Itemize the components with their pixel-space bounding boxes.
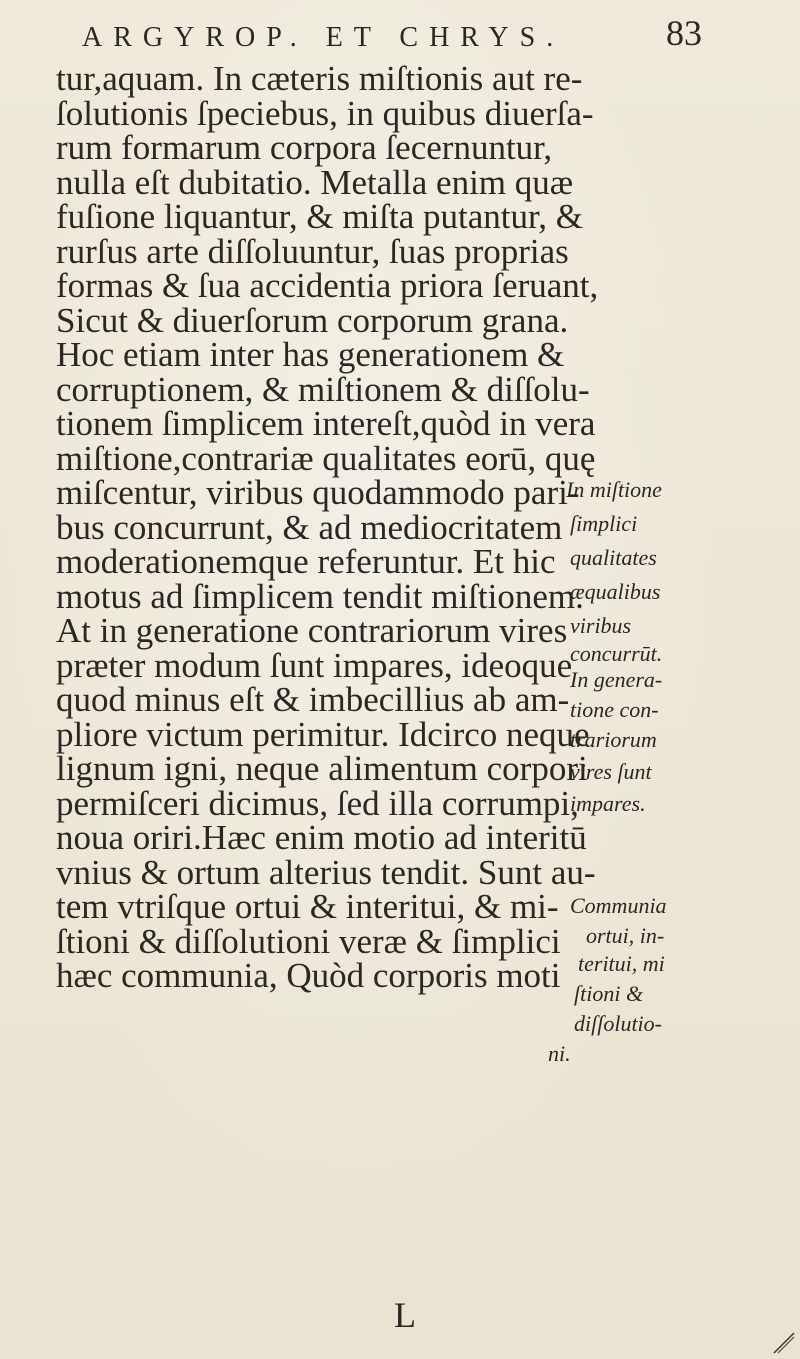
margin-note: concurrūt. [570, 641, 663, 666]
margin-note: ortui, in- [586, 923, 665, 948]
margin-note: Communia [570, 893, 667, 918]
text-line: vnius & ortum alterius tendit. Sunt au- [56, 852, 596, 892]
text-line: miſtione,contrariæ qualitates eorū, quę [56, 438, 596, 478]
text-line: quod minus eſt & imbecillius ab am- [56, 680, 570, 719]
text-line: præter modum ſunt impares, ideoque [56, 645, 573, 685]
margin-note: vires ſunt [570, 759, 652, 784]
text-line: hæc communia, Quòd corporis moti [56, 956, 561, 995]
text-line: rurſus arte diſſoluuntur, ſuas proprias [56, 231, 569, 271]
text-line: lignum igni, neque alimentum corpori [56, 749, 588, 788]
text-line: fuſione liquantur, & miſta putantur, & [56, 197, 583, 236]
margin-note: teritui, mi [578, 951, 665, 976]
text-line: noua oriri.Hæc enim motio ad interitū [56, 818, 587, 857]
text-line: ſolutionis ſpeciebus, in quibus diuerſa- [56, 93, 594, 133]
text-line: pliore victum perimitur. Idcirco neque [56, 714, 590, 754]
margin-note: æqualibus [570, 579, 661, 604]
margin-note: viribus [570, 613, 632, 638]
text-line: At in generatione contrariorum vires [56, 611, 568, 650]
margin-note: ſimplici [570, 511, 638, 536]
page-header [82, 8, 702, 64]
text-line: tem vtriſque ortui & interitui, & mi- [56, 887, 559, 926]
margin-note: ni. [548, 1041, 571, 1066]
text-line: nulla eſt dubitatio. Metalla enim quæ [56, 162, 574, 202]
text-line: motus ad ſimplicem tendit miſtionem. [56, 576, 584, 616]
text-line: miſcentur, viribus quodammodo pari- [56, 473, 580, 512]
signature-mark: L [394, 1295, 416, 1335]
text-line: tionem ſimplicem intereſt,quòd in vera [56, 404, 596, 443]
text-line: ſtioni & diſſolutioni veræ & ſimplici [56, 921, 561, 961]
margin-note: In genera- [570, 667, 663, 692]
text-line: tur,aquam. In cæteris miſtionis aut re- [56, 59, 583, 98]
text-line: Sicut & diuerſorum corporum grana. [56, 300, 569, 340]
margin-note: ſtioni & [574, 981, 644, 1006]
margin-note: impares. [570, 791, 646, 816]
text-line: moderationemque referuntur. Et hic [56, 542, 556, 581]
page-number: 83 [666, 13, 702, 53]
text-line: corruptionem, & miſtionem & diſſolu- [56, 369, 590, 409]
text-line: Hoc etiam inter has generationem & [56, 335, 565, 374]
text-line: bus concurrunt, & ad mediocritatem [56, 507, 563, 547]
margin-note: diſſolutio- [574, 1011, 662, 1036]
text-line: formas & ſua accidentia priora ſeruant, [56, 266, 599, 305]
margin-note: In miſtione [566, 477, 662, 502]
margin-note: qualitates [570, 545, 657, 570]
text-line: permiſceri dicimus, ſed illa corrumpi, [56, 783, 579, 823]
margin-note: trariorum [570, 727, 657, 752]
margin-note: tione con- [570, 697, 659, 722]
running-head: ARGYROP. ET CHRYS. [82, 22, 565, 53]
text-line: rum formarum corpora ſecernuntur, [56, 128, 553, 167]
corner-stroke-mark [772, 1331, 796, 1355]
